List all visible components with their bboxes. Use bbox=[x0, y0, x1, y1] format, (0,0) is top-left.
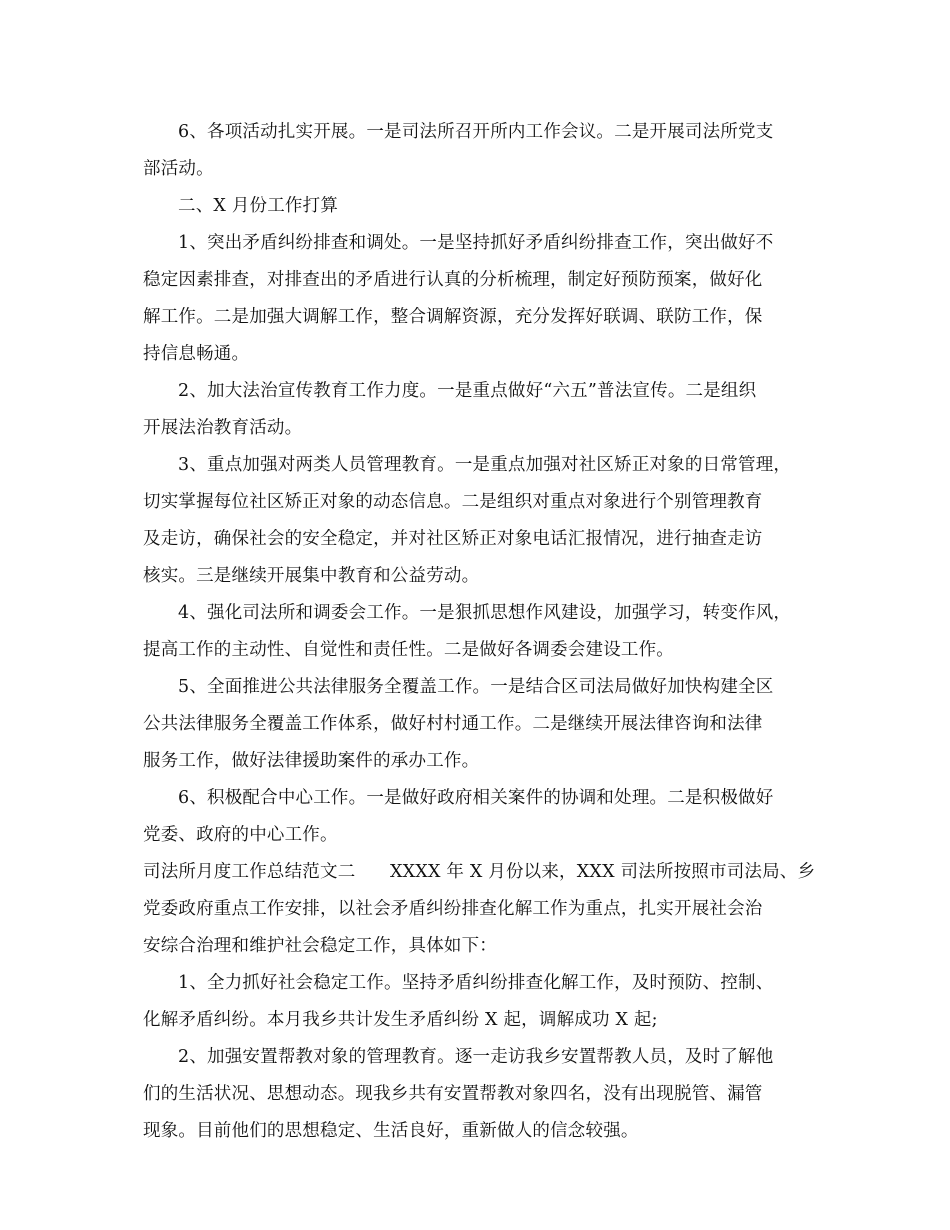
paragraph-line: 公共法律服务全覆盖工作体系，做好村村通工作。二是继续开展法律咨询和法律 bbox=[143, 714, 763, 734]
paragraph-line: 解工作。二是加强大调解工作，整合调解资源，充分发挥好联调、联防工作，保 bbox=[143, 307, 763, 327]
paragraph-line: 们的生活状况、思想动态。现我乡共有安置帮教对象四名，没有出现脱管、漏管 bbox=[143, 1084, 763, 1104]
paragraph-line: 6、各项活动扎实开展。一是司法所召开所内工作会议。二是开展司法所党支 bbox=[178, 122, 774, 142]
paragraph-line: 党委政府重点工作安排，以社会矛盾纠纷排查化解工作为重点，扎实开展社会治 bbox=[143, 899, 763, 919]
paragraph-line: 稳定因素排查，对排查出的矛盾进行认真的分析梳理，制定好预防预案，做好化 bbox=[143, 270, 763, 290]
paragraph-line: 5、全面推进公共法律服务全覆盖工作。一是结合区司法局做好加快构建全区 bbox=[178, 677, 774, 697]
paragraph-line: 2、加大法治宣传教育工作力度。一是重点做好“六五”普法宣传。二是组织 bbox=[178, 381, 757, 401]
paragraph-line: 1、全力抓好社会稳定工作。坚持矛盾纠纷排查化解工作，及时预防、控制、 bbox=[178, 973, 774, 993]
paragraph-line: 1、突出矛盾纠纷排查和调处。一是坚持抓好矛盾纠纷排查工作，突出做好不 bbox=[178, 233, 774, 253]
paragraph-line: 及走访，确保社会的安全稳定，并对社区矫正对象电话汇报情况，进行抽查走访 bbox=[143, 529, 763, 549]
paragraph-line: 司法所月度工作总结范文二 XXXX 年 X 月份以来，XXX 司法所按照市司法局、乡 bbox=[143, 862, 816, 882]
paragraph-line: 切实掌握每位社区矫正对象的动态信息。二是组织对重点对象进行个别管理教育 bbox=[143, 492, 763, 512]
paragraph-line: 开展法治教育活动。 bbox=[143, 418, 303, 438]
paragraph-line: 化解矛盾纠纷。本月我乡共计发生矛盾纠纷 X 起，调解成功 X 起; bbox=[143, 1010, 658, 1030]
paragraph-line: 4、强化司法所和调委会工作。一是狠抓思想作风建设，加强学习，转变作风， bbox=[178, 603, 792, 623]
paragraph-line: 现象。目前他们的思想稳定、生活良好，重新做人的信念较强。 bbox=[143, 1121, 639, 1141]
paragraph-line: 6、积极配合中心工作。一是做好政府相关案件的协调和处理。二是积极做好 bbox=[178, 788, 774, 808]
section-heading: 二、X 月份工作打算 bbox=[178, 196, 339, 216]
paragraph-line: 提高工作的主动性、自觉性和责任性。二是做好各调委会建设工作。 bbox=[143, 640, 674, 660]
paragraph-line: 党委、政府的中心工作。 bbox=[143, 825, 338, 845]
paragraph-line: 持信息畅通。 bbox=[143, 344, 250, 364]
paragraph-line: 核实。三是继续开展集中教育和公益劳动。 bbox=[143, 566, 480, 586]
paragraph-line: 3、重点加强对两类人员管理教育。一是重点加强对社区矫正对象的日常管理， bbox=[178, 455, 792, 475]
paragraph-line: 2、加强安置帮教对象的管理教育。逐一走访我乡安置帮教人员，及时了解他 bbox=[178, 1047, 774, 1067]
paragraph-line: 安综合治理和维护社会稳定工作，具体如下： bbox=[143, 936, 497, 956]
paragraph-line: 部活动。 bbox=[143, 159, 214, 179]
paragraph-line: 服务工作，做好法律援助案件的承办工作。 bbox=[143, 751, 480, 771]
